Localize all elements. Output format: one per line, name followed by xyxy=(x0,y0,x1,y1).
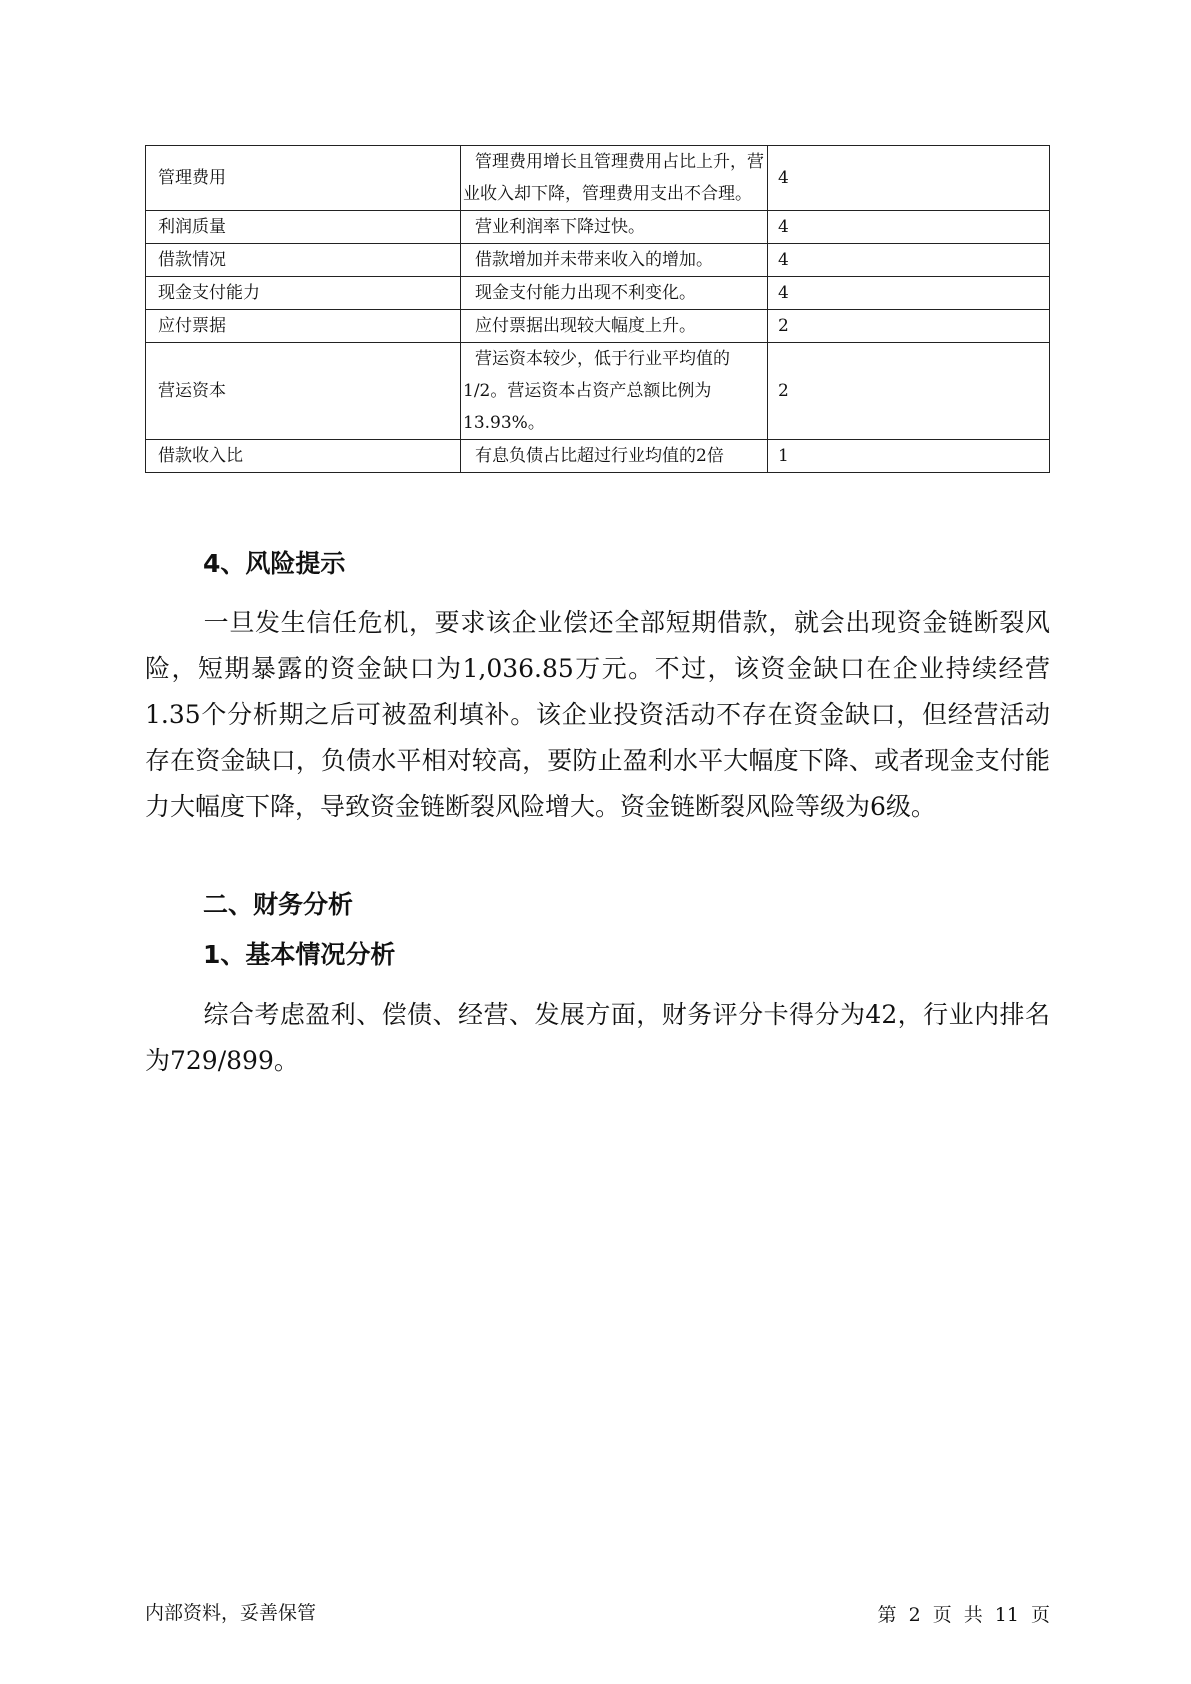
table-cell-score: 4 xyxy=(768,244,1050,277)
desc-text: 现金支付能力出现不利变化。 xyxy=(475,283,696,303)
table-cell-item: 借款收入比 xyxy=(146,440,461,473)
table-row xyxy=(146,211,1050,244)
desc-text: 管理费用增长且管理费用占比上升，营业收入却下降，管理费用支出不合理。 xyxy=(463,152,764,204)
footer-confidential: 内部资料，妥善保管 xyxy=(145,1602,317,1624)
risk-factor-table xyxy=(145,145,1050,473)
desc-text: 营业利润率下降过快。 xyxy=(475,217,645,237)
table-row xyxy=(146,146,1050,211)
table-cell-item: 利润质量 xyxy=(146,211,461,244)
risk-paragraph-text: 一旦发生信任危机，要求该企业偿还全部短期借款，就会出现资金链断裂风险，短期暴露的资金缺口为1,036.85万元。不过，该资金缺口在企业持续经营 1.35个分析期之后可被盈利填补。该企业投资活动不存在资金缺口，但经营活动存在资金缺口，负债水平相对较高，要防止盈利水平大幅度下降、或者现金支付能力大幅度下降，导致资金链断裂风险增大。资金链断裂风险等级为6级。 xyxy=(145,608,1050,821)
finance-heading: 二、财务分析 xyxy=(203,890,354,919)
risk-paragraph xyxy=(145,600,1050,830)
table-cell-desc xyxy=(461,244,768,277)
table-row xyxy=(146,440,1050,473)
table-cell-score: 4 xyxy=(768,211,1050,244)
table-cell-score: 2 xyxy=(768,343,1050,440)
table-cell-score: 1 xyxy=(768,440,1050,473)
table-cell-score: 4 xyxy=(768,146,1050,211)
desc-text: 借款增加并未带来收入的增加。 xyxy=(475,250,713,270)
table-cell-desc xyxy=(461,146,768,211)
table-cell-item: 营运资本 xyxy=(146,343,461,440)
table-row xyxy=(146,277,1050,310)
table-cell-score: 4 xyxy=(768,277,1050,310)
table-cell-item: 管理费用 xyxy=(146,146,461,211)
table-cell-item: 借款情况 xyxy=(146,244,461,277)
table-row xyxy=(146,244,1050,277)
desc-text: 营运资本较少，低于行业平均值的1/2。营运资本占资产总额比例为13.93%。 xyxy=(463,349,730,433)
table-row xyxy=(146,343,1050,440)
table-cell-desc xyxy=(461,310,768,343)
table-cell-score: 2 xyxy=(768,310,1050,343)
footer-page-number: 第 2 页 共 11 页 xyxy=(877,1604,1050,1626)
table-cell-desc xyxy=(461,277,768,310)
table-cell-desc xyxy=(461,343,768,440)
desc-text: 有息负债占比超过行业均值的2倍 xyxy=(475,446,724,466)
table-cell-item: 应付票据 xyxy=(146,310,461,343)
table-cell-desc xyxy=(461,211,768,244)
basic-analysis-paragraph xyxy=(145,992,1050,1084)
risk-heading: 4、风险提示 xyxy=(203,549,346,578)
table-cell-item: 现金支付能力 xyxy=(146,277,461,310)
table-cell-desc xyxy=(461,440,768,473)
table-row xyxy=(146,310,1050,343)
basic-analysis-heading: 1、基本情况分析 xyxy=(203,940,396,969)
desc-text: 应付票据出现较大幅度上升。 xyxy=(475,316,696,336)
basic-analysis-text: 综合考虑盈利、偿债、经营、发展方面，财务评分卡得分为42，行业内排名为729/899。 xyxy=(145,1000,1050,1075)
